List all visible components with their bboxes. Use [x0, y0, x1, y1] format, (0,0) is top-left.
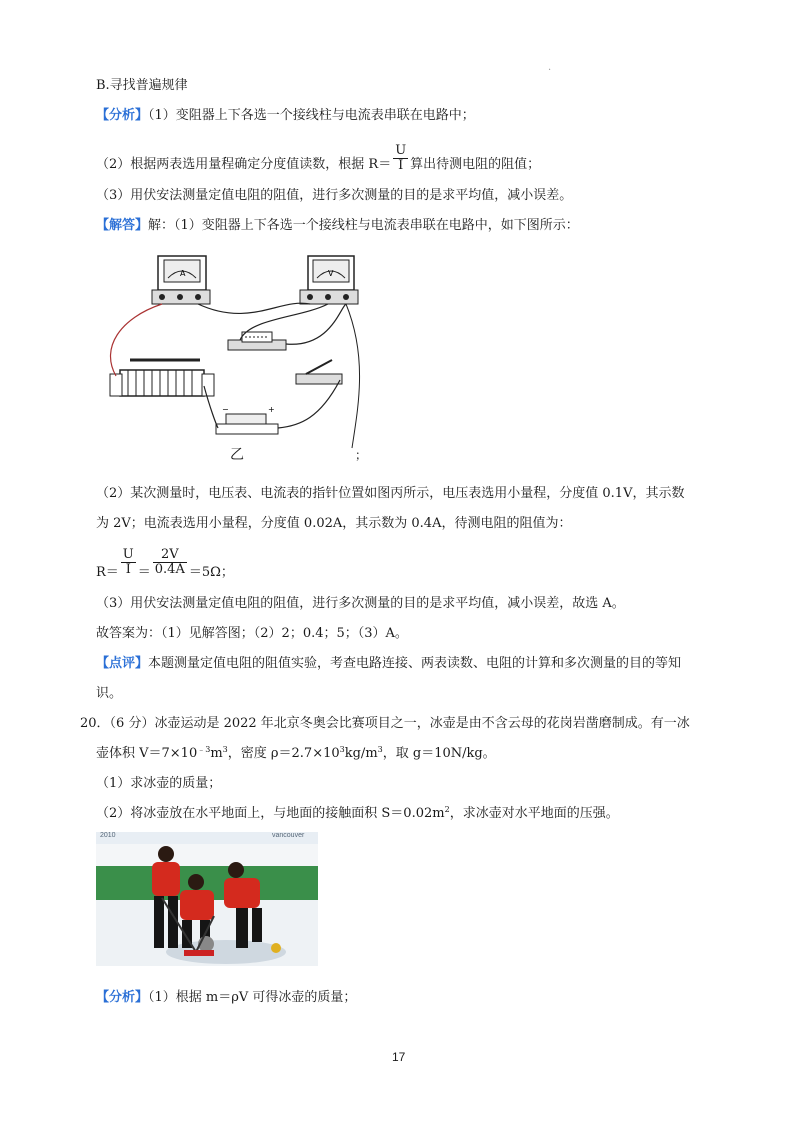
- wire-4: [346, 304, 360, 448]
- formula-i: I: [125, 562, 131, 577]
- final-answer: 故答案为：（1）见解答图；（2）2；0.4；5；（3）A。: [96, 626, 408, 641]
- comment-text: 本题测量定值电阻的阻值实验，考查电路连接、两表读数、电阻的计算和多次测量的目的等知: [148, 656, 682, 671]
- q-exp-3: 3: [339, 745, 345, 754]
- answer-line-4: （3）用伏安法测量定值电阻的阻值，进行多次测量的目的是求平均值，减小误差，故选 A。: [96, 596, 625, 611]
- resistance-formula: [96, 547, 234, 580]
- top-dot: .: [548, 62, 552, 73]
- analysis-2-line: [96, 988, 356, 1008]
- question-20-line-1: [80, 714, 690, 734]
- q-sub2-pre: （2）将冰壶放在水平地面上，与地面的接触面积 S＝0.02m: [96, 806, 445, 821]
- analysis-text-1: （1）变阻器上下各选一个接线柱与电流表串联在电路中；: [148, 108, 475, 123]
- svg-text:A: A: [180, 269, 186, 278]
- formula-frac-ui: [121, 548, 136, 577]
- answer-text-1: 解：（1）变阻器上下各选一个接线柱与电流表串联在电路中，如下图所示：: [148, 218, 579, 233]
- wire-5: [278, 380, 340, 428]
- analysis-text-2b: 算出待测电阻的阻值；: [410, 157, 541, 172]
- resistor-icon: [228, 332, 286, 350]
- rheostat-icon: [110, 360, 214, 396]
- circuit-diagram: [100, 248, 370, 463]
- ammeter-icon: [152, 256, 210, 304]
- option-b: B.寻找普遍规律: [96, 78, 188, 93]
- fraction-numerator: U: [395, 143, 407, 158]
- photo-caption-left: 2010: [100, 832, 116, 839]
- formula-u: U: [122, 547, 134, 562]
- analysis-line-2: [96, 143, 541, 179]
- circuit-drawing: [100, 248, 370, 463]
- voltmeter-icon: [300, 256, 358, 304]
- formula-r: R＝: [96, 565, 119, 580]
- photo-caption-right: vancouver: [272, 832, 305, 839]
- analysis-line-1: [96, 106, 475, 126]
- question-number: 20．: [80, 716, 110, 731]
- svg-text:−: −: [222, 405, 229, 414]
- battery-icon: [216, 405, 278, 434]
- analysis-tag: 【分析】: [96, 108, 149, 123]
- comment-line-1: [96, 654, 681, 674]
- question-20-line-2: [96, 744, 496, 764]
- question-20-sub-1: （1）求冰壶的质量；: [96, 776, 222, 791]
- q-sub2-post: ，求冰壶对水平地面的压强。: [449, 806, 619, 821]
- question-20-sub-2: [96, 804, 619, 824]
- figure-semicolon: ；: [355, 448, 368, 462]
- wire-red: [111, 304, 162, 376]
- formula-v: 2V: [153, 548, 187, 563]
- answer-line-3: 为 2V；电流表选用小量程，分度值 0.02A，其示数为 0.4A，待测电阻的阻值为：: [96, 516, 572, 531]
- q-exp-4: 3: [377, 745, 383, 754]
- analysis-text-2a: （2）根据两表选用量程确定分度值读数，根据 R＝: [96, 157, 392, 172]
- q-text-2b: m: [210, 746, 223, 761]
- analysis-2-tag: 【分析】: [96, 990, 149, 1005]
- comment-line-2: 识。: [96, 686, 123, 701]
- fraction-denominator: I: [398, 158, 404, 173]
- question-text-1: 冰壶运动是 2022 年北京冬奥会比赛项目之一，冰壶是由不含云母的花岗岩凿磨制成。有一冰: [154, 716, 690, 731]
- switch-icon: [296, 360, 342, 384]
- q-sub2-exp: 2: [444, 805, 450, 814]
- question-score: （6 分）: [109, 716, 155, 731]
- answer-line-1: [96, 216, 579, 236]
- ohm-fraction: [393, 144, 408, 173]
- wire-3: [286, 304, 346, 344]
- q-exp-2: 3: [222, 745, 228, 754]
- svg-text:+: +: [268, 405, 275, 414]
- svg-text:V: V: [328, 269, 334, 278]
- formula-frac-values: [153, 548, 187, 577]
- answer-tag: 【解答】: [96, 218, 149, 233]
- q-text-2e: ，取 g＝10N/kg。: [382, 746, 496, 761]
- wire-1: [198, 303, 310, 313]
- q-text-2c: ，密度 ρ＝2.7×10: [227, 746, 340, 761]
- formula-a: 0.4A: [154, 562, 185, 577]
- page-number: 17: [392, 1050, 406, 1064]
- q-exp-1: ﹣3: [197, 745, 211, 754]
- answer-line-2: （2）某次测量时，电压表、电流表的指针位置如图丙所示，电压表选用小量程，分度值 0.1V，其示数: [96, 486, 685, 501]
- formula-eq: ＝: [137, 565, 151, 580]
- formula-result: ＝5Ω；: [188, 565, 234, 580]
- analysis-2-text: （1）根据 m＝ρV 可得冰壶的质量；: [148, 990, 357, 1005]
- q-text-2d: kg/m: [344, 746, 378, 761]
- comment-tag: 【点评】: [96, 656, 149, 671]
- analysis-line-3: （3）用伏安法测量定值电阻的阻值，进行多次测量的目的是求平均值，减小误差。: [96, 188, 573, 203]
- q-text-2a: 壶体积 V＝7×10: [96, 746, 198, 761]
- curling-photo: [96, 832, 318, 966]
- figure-label: 乙: [230, 447, 244, 463]
